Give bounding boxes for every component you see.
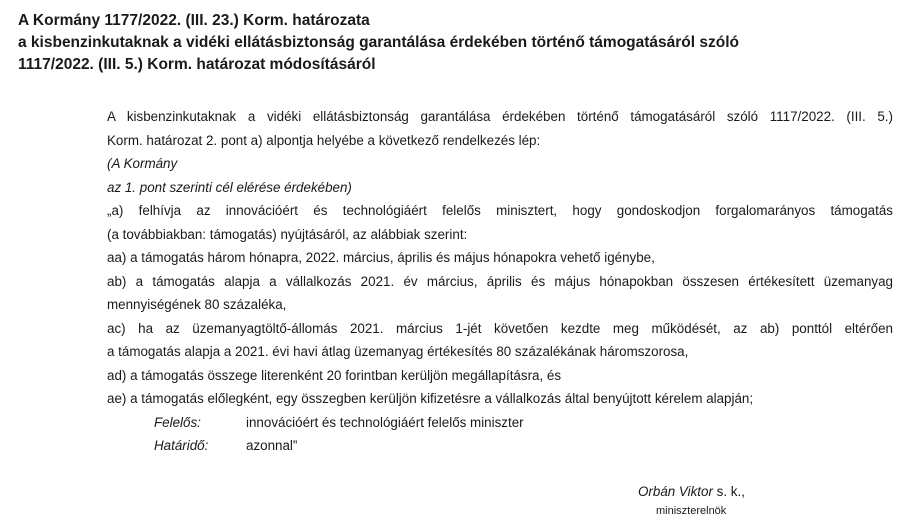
title-line-3: 1117/2022. (III. 5.) Korm. határozat módosításáról	[18, 56, 376, 73]
responsible-label: Felelős:	[154, 414, 201, 430]
deadline-value: azonnal”	[246, 438, 298, 453]
point-aa: aa) a támogatás három hónapra, 2022. március, április és május hónapokra vehető igénybe,	[107, 250, 655, 265]
responsible-row	[107, 411, 893, 435]
signatory-name: Orbán Viktor	[638, 484, 713, 499]
document-body	[107, 105, 893, 458]
point-a-line-2: (a továbbiakban: támogatás) nyújtásáról, az alábbiak szerint:	[107, 226, 468, 242]
intro-line-2: Korm. határozat 2. pont a) alpontja helyébe a következő rendelkezés lép:	[107, 132, 541, 148]
point-a-line-1: „a) felhívja az innovációért és technológiáért felelős minisztert, hogy gondoskodjon forgalomarányos támogatás	[107, 203, 893, 218]
intro-line-1: A kisbenzinkutaknak a vidéki ellátásbiztonság garantálása érdekében történő támogatásáról szóló 1117/2022. (III. 5.)	[107, 109, 893, 124]
title-line-1: A Kormány 1177/2022. (III. 23.) Korm. határozata	[18, 12, 370, 29]
responsible-value: innovációért és technológiáért felelős miniszter	[246, 414, 524, 430]
point-ad: ad) a támogatás összege literenként 20 forintban kerüljön megállapításra, és	[107, 367, 562, 383]
deadline-row	[107, 434, 893, 458]
point-ab-line-2: mennyiségének 80 százaléka,	[107, 297, 287, 312]
deadline-label: Határidő:	[154, 438, 209, 453]
signatory-role: miniszterelnök	[656, 505, 727, 517]
point-ae: ae) a támogatás előlegként, egy összegben kerüljön kifizetésre a vállalkozás által benyújtott kérelem alapján;	[107, 391, 754, 406]
context-line-2: az 1. pont szerinti cél elérése érdekében)	[107, 179, 352, 195]
signature-suffix: s. k.,	[712, 484, 745, 499]
document-title	[18, 10, 898, 76]
context-line-1: (A Kormány	[107, 156, 178, 171]
title-line-2: a kisbenzinkutaknak a vidéki ellátásbiztonság garantálása érdekében történő támogatásáról szóló	[18, 34, 739, 51]
signature-block	[638, 482, 745, 518]
point-ac-line-2: a támogatás alapja a 2021. évi havi átlag üzemanyag értékesítés 80 százalékának háromszorosa,	[107, 344, 689, 359]
point-ac-line-1: ac) ha az üzemanyagtöltő-állomás 2021. március 1-jét követően kezdte meg működését, az ab) ponttól eltérően	[107, 320, 893, 336]
point-ab-line-1: ab) a támogatás alapja a vállalkozás 2021. év március, április és május hónapokban összesen értékesített üzemanyag	[107, 273, 893, 289]
